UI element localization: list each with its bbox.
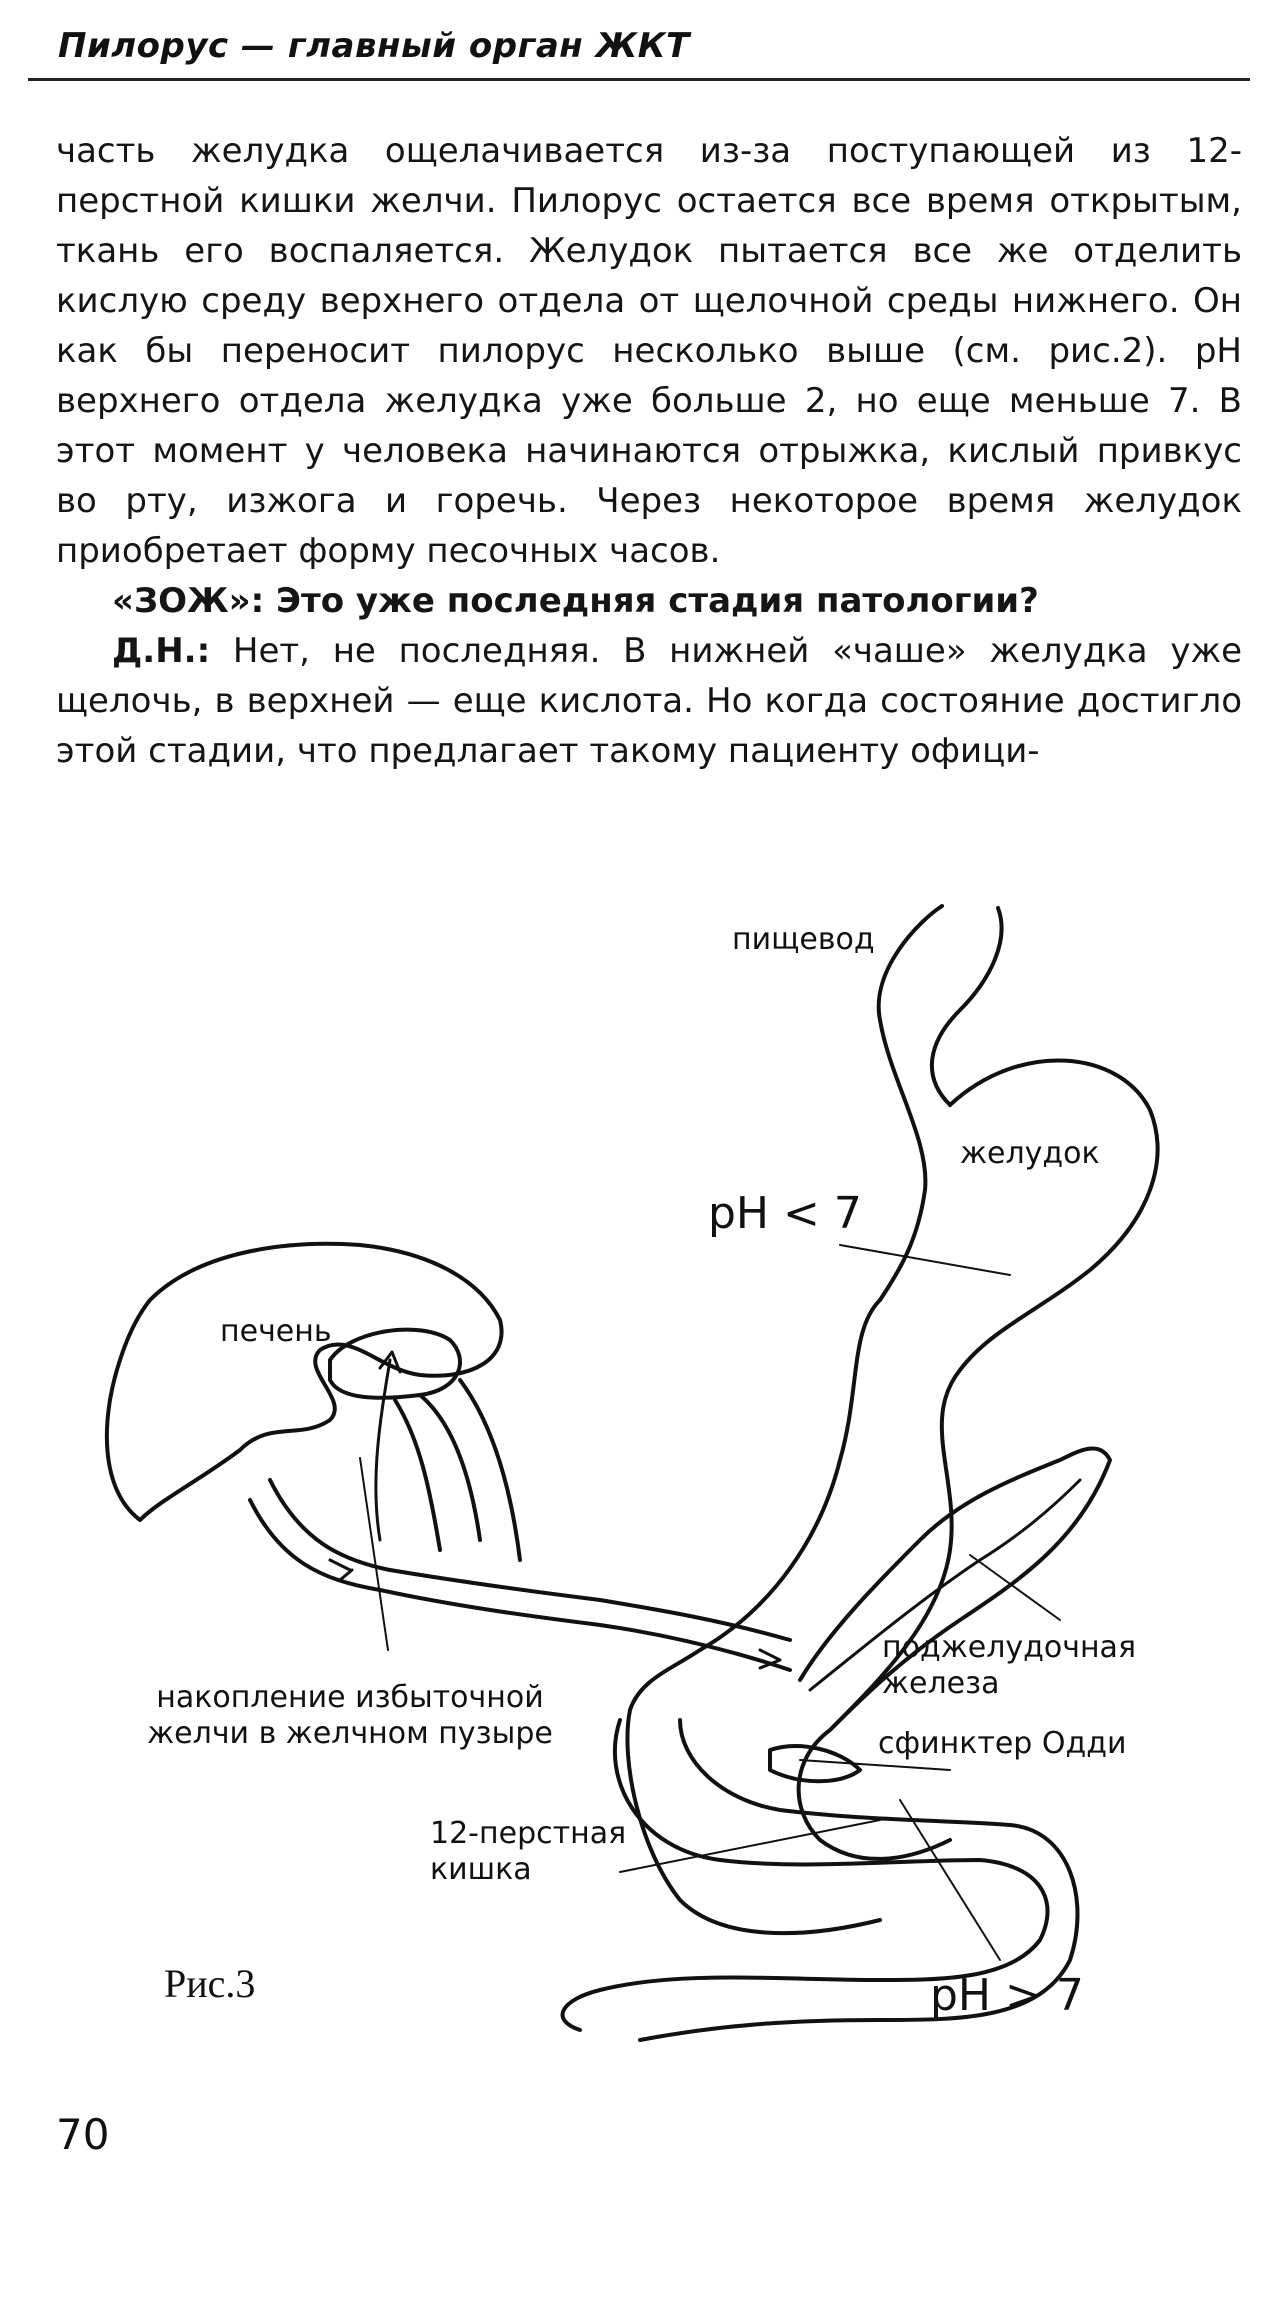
bile-duct-inner <box>250 1500 790 1670</box>
label-esophagus: пищевод <box>732 922 875 957</box>
label-liver: печень <box>220 1314 332 1349</box>
running-header-title: Пилорус — главный орган ЖКТ <box>58 26 690 66</box>
label-stomach: желудок <box>960 1136 1100 1171</box>
label-pancreas: поджелудочная железа <box>882 1630 1136 1701</box>
answer-speaker: Д.Н.: <box>112 631 211 671</box>
liver-outline <box>107 1244 502 1520</box>
label-bile-accumulation: накопление избыточной желчи в желчном пузыре <box>147 1680 553 1751</box>
running-header <box>28 20 1250 81</box>
arrow-back-to-gallbladder <box>376 1360 390 1540</box>
label-sphincter-oddi: сфинктер Одди <box>878 1726 1127 1761</box>
page-number: 70 <box>56 2110 110 2159</box>
esophagus-outline-left <box>879 906 942 1300</box>
stomach-inner-left <box>627 1300 880 1933</box>
answer-text: Нет, не последняя. В нижней «чаше» желудка уже щелочь, в верхней — еще кислота. Но когда состояние достигло этой стадии, что предлагает такому пациенту офици- <box>56 631 1242 771</box>
digestive-tract-diagram <box>0 860 1276 2060</box>
label-ph-lower: pH > 7 <box>930 1970 1084 2021</box>
cystic-duct-2 <box>395 1400 440 1550</box>
body-text <box>56 126 1242 776</box>
interview-question: «ЗОЖ»: Это уже последняя стадия патологии? <box>112 581 1039 621</box>
cystic-duct <box>420 1395 480 1540</box>
hepatic-duct <box>460 1380 520 1560</box>
label-duodenum: 12-перстная кишка <box>430 1816 627 1887</box>
figure-caption: Рис.3 <box>164 1961 256 2006</box>
label-ph-upper: pH < 7 <box>708 1188 862 1239</box>
leader-bile <box>360 1458 388 1650</box>
paragraph: часть желудка ощелачивается из-за поступающей из 12-перстной кишки желчи. Пилорус остается все время открытым, ткань его воспаляется. Желудок пытается все же отделить кислую среду верхнего отдела от щелочной среды нижнего. Он как бы переносит пилорус несколько выше (см. рис.2). pH верхнего отдела желудка уже больше 2, но еще меньше 7. В этот момент у человека начинаются отрыжка, кислый привкус во рту, изжога и горечь. Через некоторое время желудок приобретает форму песочных часов. <box>56 131 1242 571</box>
leader-ph-upper <box>840 1245 1010 1275</box>
leader-pancreas <box>970 1555 1060 1620</box>
gallbladder-outline <box>330 1330 460 1398</box>
interview-answer <box>56 626 1242 776</box>
